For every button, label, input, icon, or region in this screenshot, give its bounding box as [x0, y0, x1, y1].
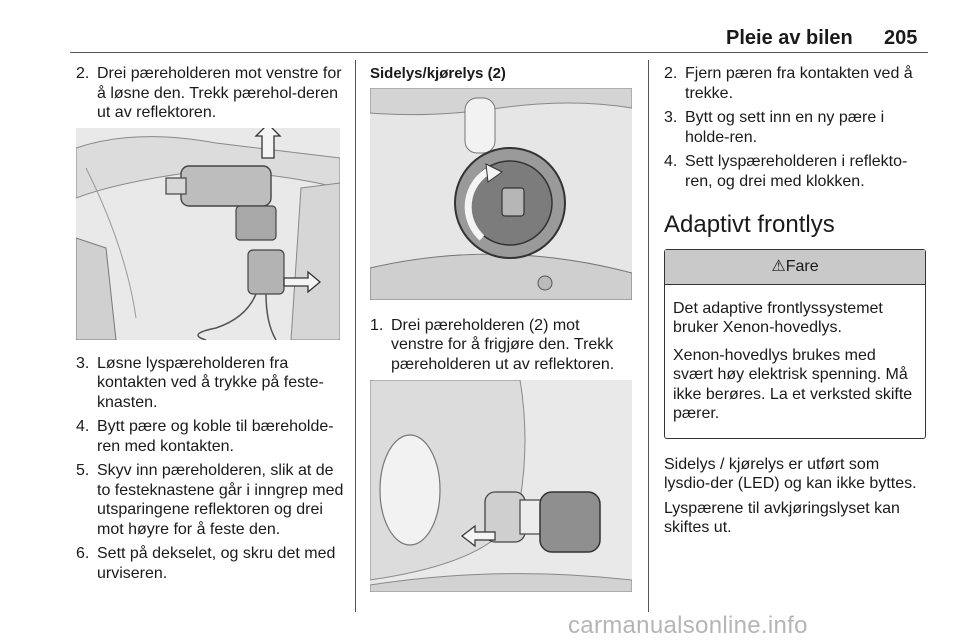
- column-2: [370, 64, 632, 592]
- step-text: Fjern pæren fra kontakten ved å trekke.: [685, 65, 913, 102]
- step-text: Sett lyspæreholderen i reflekto-ren, og drei med klokken.: [685, 153, 908, 190]
- sub-heading: Sidelys/kjørelys (2): [370, 65, 506, 82]
- step-item: [664, 108, 926, 147]
- step-number: 3.: [664, 109, 678, 126]
- side-light-holder-illustration: [370, 88, 632, 300]
- step-text: Bytt pære og koble til bæreholde-ren med kontakten.: [97, 418, 334, 455]
- step-number: 3.: [76, 354, 90, 372]
- warning-triangle-icon: ⚠: [771, 257, 786, 275]
- bulb-removal-illustration: [370, 380, 632, 592]
- step-number: 1.: [370, 316, 384, 334]
- danger-warning-box: [664, 249, 926, 439]
- step-text: Løsne lyspæreholderen fra kontakten ved å trykke på feste-knasten.: [97, 354, 324, 411]
- column-3: [664, 64, 926, 543]
- step-number: 6.: [76, 545, 90, 562]
- column-divider-2: [648, 60, 649, 612]
- warning-title: Fare: [785, 257, 819, 275]
- warning-body: [665, 285, 925, 438]
- step-item: [76, 417, 344, 456]
- column-1: [76, 64, 344, 588]
- step-number: 4.: [664, 153, 678, 170]
- headlamp-bulb-holder-illustration: [76, 128, 340, 340]
- body-paragraph: Sidelys / kjørelys er utført som lysdio-der (LED) og kan ikke byttes.: [664, 455, 917, 492]
- section-heading: Adaptivt frontlys: [664, 211, 835, 238]
- step-text: Drei pæreholderen (2) mot venstre for å frigjøre den. Trekk pæreholderen ut av reflektoren.: [391, 316, 615, 373]
- page-number: 205: [884, 27, 918, 49]
- step-item: [76, 461, 344, 539]
- step-number: 2.: [664, 65, 678, 82]
- step-text: Bytt og sett inn en ny pære i holde-ren.: [685, 109, 885, 146]
- warning-header: [665, 250, 925, 285]
- step-number: 5.: [76, 462, 90, 479]
- step-text: Skyv inn pæreholderen, slik at de to festeknastene går i inngrep med utsparingene reflektoren og drei mot høyre for å feste den.: [97, 462, 344, 538]
- watermark: carmanualsonline.info: [568, 612, 808, 639]
- step-item: [370, 316, 632, 375]
- step-text: Sett på dekselet, og skru det med urviseren.: [97, 545, 336, 582]
- warning-paragraph: Xenon-hovedlys brukes med svært høy elektrisk spenning. Må ikke berøres. La et verksted skifte pærer.: [673, 346, 913, 422]
- step-text: Drei pæreholderen mot venstre for å løsne den. Trekk pærehol-deren ut av reflektoren.: [97, 65, 342, 121]
- step-item: [76, 64, 344, 123]
- header-divider: [70, 52, 928, 53]
- step-number: 2.: [76, 65, 90, 82]
- step-item: [664, 152, 926, 191]
- body-paragraph: Lyspærene til avkjøringslyset kan skiftes ut.: [664, 499, 900, 536]
- step-number: 4.: [76, 418, 90, 435]
- warning-paragraph: Det adaptive frontlyssystemet bruker Xenon-hovedlys.: [673, 299, 883, 336]
- page-header-title: Pleie av bilen: [726, 27, 853, 49]
- step-item: [664, 64, 926, 103]
- step-item: [76, 354, 344, 413]
- column-divider-1: [355, 60, 356, 612]
- step-item: [76, 544, 344, 583]
